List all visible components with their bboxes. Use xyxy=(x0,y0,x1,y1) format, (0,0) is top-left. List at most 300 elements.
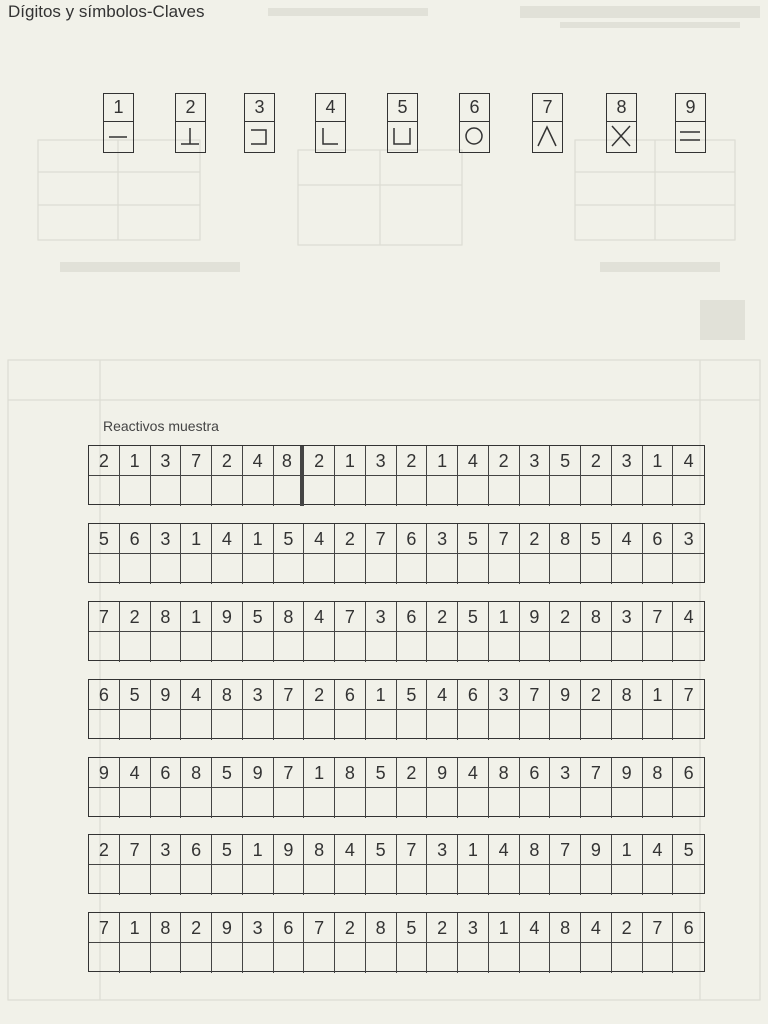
circle-icon xyxy=(460,122,488,152)
digit-cell: 7 xyxy=(181,446,212,476)
digit-cell: 5 xyxy=(274,524,305,554)
answer-box[interactable] xyxy=(243,476,274,506)
digit-cell: 9 xyxy=(243,758,274,788)
answer-box[interactable] xyxy=(335,476,366,506)
digit-cell: 6 xyxy=(397,524,428,554)
digit-cell: 3 xyxy=(520,446,551,476)
digit-cell: 8 xyxy=(366,913,397,943)
answer-box[interactable] xyxy=(151,710,182,740)
digit-cell: 4 xyxy=(212,524,243,554)
answer-box[interactable] xyxy=(397,943,428,973)
digit-cell: 7 xyxy=(274,680,305,710)
answer-box[interactable] xyxy=(181,788,212,818)
digit-cell: 1 xyxy=(181,524,212,554)
digit-cell: 9 xyxy=(581,835,612,865)
digit-cell: 8 xyxy=(550,524,581,554)
key-digit: 8 xyxy=(607,94,636,122)
digit-cell: 5 xyxy=(458,602,489,632)
digit-cell: 5 xyxy=(397,913,428,943)
digit-cell: 5 xyxy=(212,758,243,788)
answer-box[interactable] xyxy=(243,554,274,584)
digit-cell: 3 xyxy=(489,680,520,710)
answer-box[interactable] xyxy=(212,788,243,818)
digit-cell: 3 xyxy=(366,602,397,632)
digit-cell: 6 xyxy=(89,680,120,710)
digit-cell: 2 xyxy=(427,602,458,632)
equals-icon xyxy=(676,122,704,152)
digit-cell: 4 xyxy=(458,758,489,788)
answer-row-4 xyxy=(88,679,705,739)
digit-cell: 5 xyxy=(366,835,397,865)
answer-box[interactable] xyxy=(489,943,520,973)
digit-cell: 1 xyxy=(643,680,674,710)
answer-box[interactable] xyxy=(427,710,458,740)
key-box-7 xyxy=(532,93,563,153)
answer-box[interactable] xyxy=(181,943,212,973)
digit-cell: 1 xyxy=(120,913,151,943)
answer-box[interactable] xyxy=(212,710,243,740)
answer-box[interactable] xyxy=(366,632,397,662)
digit-cell: 6 xyxy=(274,913,305,943)
answer-box[interactable] xyxy=(304,865,335,895)
digit-cell: 7 xyxy=(643,913,674,943)
answer-box[interactable] xyxy=(120,476,151,506)
digit-cell: 5 xyxy=(550,446,581,476)
digit-cell: 3 xyxy=(427,524,458,554)
answer-box[interactable] xyxy=(673,788,704,818)
answer-box[interactable] xyxy=(243,788,274,818)
caret-icon xyxy=(533,122,561,152)
answer-box[interactable] xyxy=(89,710,120,740)
digit-cell: 2 xyxy=(520,524,551,554)
sample-items-label: Reactivos muestra xyxy=(103,418,219,434)
answer-box[interactable] xyxy=(673,632,704,662)
answer-box[interactable] xyxy=(212,554,243,584)
digit-cell: 4 xyxy=(673,602,704,632)
digit-cell: 2 xyxy=(489,446,520,476)
digit-cell: 9 xyxy=(212,913,243,943)
answer-box[interactable] xyxy=(335,554,366,584)
answer-box[interactable] xyxy=(673,943,704,973)
answer-box[interactable] xyxy=(243,632,274,662)
answer-box[interactable] xyxy=(458,788,489,818)
answer-box[interactable] xyxy=(120,554,151,584)
digit-cell: 2 xyxy=(89,835,120,865)
digit-cell: 1 xyxy=(612,835,643,865)
digit-cell: 5 xyxy=(89,524,120,554)
digit-cell: 2 xyxy=(304,446,335,476)
digit-cell: 7 xyxy=(673,680,704,710)
digit-cell: 3 xyxy=(243,913,274,943)
digit-cell: 8 xyxy=(212,680,243,710)
digit-cell: 9 xyxy=(212,602,243,632)
digit-cell: 1 xyxy=(489,602,520,632)
digit-cell: 4 xyxy=(243,446,274,476)
answer-box[interactable] xyxy=(89,632,120,662)
digit-cell: 3 xyxy=(427,835,458,865)
digit-cell: 7 xyxy=(397,835,428,865)
digit-cell: 2 xyxy=(120,602,151,632)
answer-box[interactable] xyxy=(489,554,520,584)
digit-cell: 1 xyxy=(243,524,274,554)
answer-box[interactable] xyxy=(520,788,551,818)
digit-cell: 3 xyxy=(673,524,704,554)
answer-box[interactable] xyxy=(612,943,643,973)
key-box-8 xyxy=(606,93,637,153)
answer-box[interactable] xyxy=(397,554,428,584)
digit-cell: 8 xyxy=(274,602,305,632)
digit-cell: 3 xyxy=(612,602,643,632)
answer-box[interactable] xyxy=(612,788,643,818)
answer-box[interactable] xyxy=(397,710,428,740)
digit-cell: 5 xyxy=(673,835,704,865)
answer-box[interactable] xyxy=(489,710,520,740)
digit-cell: 7 xyxy=(489,524,520,554)
answer-box[interactable] xyxy=(212,865,243,895)
key-digit: 7 xyxy=(533,94,562,122)
answer-box[interactable] xyxy=(243,710,274,740)
answer-row-2 xyxy=(88,523,705,583)
digit-cell: 6 xyxy=(181,835,212,865)
answer-box[interactable] xyxy=(335,710,366,740)
answer-box[interactable] xyxy=(427,943,458,973)
answer-box[interactable] xyxy=(151,943,182,973)
digit-cell: 3 xyxy=(550,758,581,788)
key-box-5 xyxy=(387,93,418,153)
answer-box[interactable] xyxy=(335,943,366,973)
bracket-open-right-icon xyxy=(245,122,273,152)
digit-cell: 2 xyxy=(397,758,428,788)
digit-cell: 9 xyxy=(550,680,581,710)
answer-box[interactable] xyxy=(612,865,643,895)
answer-box[interactable] xyxy=(581,632,612,662)
inverted-t-icon xyxy=(176,122,204,152)
digit-cell: 8 xyxy=(643,758,674,788)
digit-cell: 8 xyxy=(274,446,305,476)
answer-box[interactable] xyxy=(89,865,120,895)
answer-box[interactable] xyxy=(612,554,643,584)
answer-box[interactable] xyxy=(120,943,151,973)
digit-cell: 4 xyxy=(673,446,704,476)
digit-cell: 9 xyxy=(89,758,120,788)
digit-cell: 2 xyxy=(335,524,366,554)
answer-box[interactable] xyxy=(304,632,335,662)
answer-box[interactable] xyxy=(427,788,458,818)
digit-cell: 1 xyxy=(181,602,212,632)
answer-box[interactable] xyxy=(120,865,151,895)
answer-box[interactable] xyxy=(120,710,151,740)
digit-cell: 5 xyxy=(397,680,428,710)
digit-cell: 7 xyxy=(550,835,581,865)
answer-box[interactable] xyxy=(151,865,182,895)
answer-box[interactable] xyxy=(120,632,151,662)
digit-cell: 8 xyxy=(612,680,643,710)
answer-box[interactable] xyxy=(151,632,182,662)
digit-cell: 4 xyxy=(304,602,335,632)
digit-cell: 4 xyxy=(304,524,335,554)
answer-box[interactable] xyxy=(427,632,458,662)
answer-box[interactable] xyxy=(243,865,274,895)
answer-box[interactable] xyxy=(304,710,335,740)
key-digit: 9 xyxy=(676,94,705,122)
answer-box[interactable] xyxy=(673,476,704,506)
answer-box[interactable] xyxy=(427,865,458,895)
digit-cell: 1 xyxy=(427,446,458,476)
digit-cell: 1 xyxy=(643,446,674,476)
answer-box[interactable] xyxy=(612,710,643,740)
digit-cell: 2 xyxy=(612,913,643,943)
key-box-2 xyxy=(175,93,206,153)
page-title: Dígitos y símbolos-Claves xyxy=(8,2,205,21)
answer-box[interactable] xyxy=(181,710,212,740)
answer-box[interactable] xyxy=(366,710,397,740)
answer-box[interactable] xyxy=(550,788,581,818)
answer-box[interactable] xyxy=(274,943,305,973)
digit-cell: 3 xyxy=(458,913,489,943)
answer-box[interactable] xyxy=(212,632,243,662)
answer-box[interactable] xyxy=(304,554,335,584)
answer-box[interactable] xyxy=(181,632,212,662)
digit-cell: 5 xyxy=(243,602,274,632)
answer-box[interactable] xyxy=(520,710,551,740)
key-digit: 4 xyxy=(316,94,345,122)
digit-cell: 1 xyxy=(304,758,335,788)
answer-box[interactable] xyxy=(397,788,428,818)
u-shape-icon xyxy=(388,122,416,152)
digit-cell: 4 xyxy=(181,680,212,710)
answer-box[interactable] xyxy=(550,865,581,895)
digit-cell: 2 xyxy=(181,913,212,943)
answer-box[interactable] xyxy=(520,632,551,662)
digit-cell: 4 xyxy=(120,758,151,788)
answer-box[interactable] xyxy=(550,554,581,584)
answer-box[interactable] xyxy=(489,788,520,818)
digit-cell: 3 xyxy=(151,835,182,865)
digit-cell: 2 xyxy=(304,680,335,710)
digit-cell: 8 xyxy=(181,758,212,788)
digit-cell: 9 xyxy=(612,758,643,788)
digit-cell: 7 xyxy=(581,758,612,788)
digit-cell: 1 xyxy=(458,835,489,865)
answer-box[interactable] xyxy=(581,476,612,506)
answer-box[interactable] xyxy=(243,943,274,973)
digit-cell: 1 xyxy=(366,680,397,710)
answer-box[interactable] xyxy=(550,943,581,973)
answer-box[interactable] xyxy=(458,865,489,895)
key-digit: 1 xyxy=(104,94,133,122)
answer-box[interactable] xyxy=(397,476,428,506)
answer-box[interactable] xyxy=(151,476,182,506)
digit-cell: 6 xyxy=(397,602,428,632)
digit-cell: 6 xyxy=(151,758,182,788)
answer-box[interactable] xyxy=(89,554,120,584)
digit-cell: 4 xyxy=(520,913,551,943)
digit-cell: 4 xyxy=(427,680,458,710)
digit-cell: 6 xyxy=(520,758,551,788)
answer-box[interactable] xyxy=(274,554,305,584)
answer-box[interactable] xyxy=(366,865,397,895)
digit-cell: 1 xyxy=(120,446,151,476)
answer-box[interactable] xyxy=(427,476,458,506)
answer-box[interactable] xyxy=(458,476,489,506)
answer-box[interactable] xyxy=(335,865,366,895)
answer-box[interactable] xyxy=(581,710,612,740)
answer-box[interactable] xyxy=(304,788,335,818)
answer-box[interactable] xyxy=(643,943,674,973)
answer-row-5 xyxy=(88,757,705,817)
key-digit: 6 xyxy=(460,94,489,122)
answer-box[interactable] xyxy=(612,632,643,662)
answer-box[interactable] xyxy=(427,554,458,584)
digit-cell: 5 xyxy=(581,524,612,554)
answer-box[interactable] xyxy=(304,476,335,506)
digit-cell: 8 xyxy=(335,758,366,788)
x-icon xyxy=(607,122,635,152)
digit-cell: 7 xyxy=(304,913,335,943)
key-box-6 xyxy=(459,93,490,153)
digit-cell: 8 xyxy=(151,913,182,943)
answer-box[interactable] xyxy=(520,943,551,973)
digit-cell: 8 xyxy=(550,913,581,943)
answer-box[interactable] xyxy=(673,710,704,740)
answer-box[interactable] xyxy=(89,788,120,818)
digit-cell: 3 xyxy=(151,524,182,554)
answer-box[interactable] xyxy=(458,632,489,662)
digit-cell: 7 xyxy=(643,602,674,632)
answer-box[interactable] xyxy=(550,632,581,662)
digit-cell: 3 xyxy=(366,446,397,476)
answer-box[interactable] xyxy=(643,710,674,740)
answer-box[interactable] xyxy=(643,632,674,662)
answer-box[interactable] xyxy=(643,788,674,818)
dash-icon xyxy=(104,122,132,152)
digit-cell: 9 xyxy=(151,680,182,710)
answer-box[interactable] xyxy=(489,865,520,895)
digit-cell: 3 xyxy=(243,680,274,710)
digit-cell: 9 xyxy=(427,758,458,788)
answer-box[interactable] xyxy=(581,943,612,973)
answer-row-1 xyxy=(88,445,705,505)
answer-box[interactable] xyxy=(274,865,305,895)
answer-box[interactable] xyxy=(335,632,366,662)
digit-cell: 5 xyxy=(366,758,397,788)
answer-box[interactable] xyxy=(274,632,305,662)
digit-cell: 2 xyxy=(550,602,581,632)
digit-cell: 2 xyxy=(581,680,612,710)
digit-cell: 6 xyxy=(673,758,704,788)
answer-box[interactable] xyxy=(550,476,581,506)
key-digit: 3 xyxy=(245,94,274,122)
answer-box[interactable] xyxy=(212,943,243,973)
answer-box[interactable] xyxy=(181,554,212,584)
digit-cell: 6 xyxy=(120,524,151,554)
answer-box[interactable] xyxy=(366,476,397,506)
answer-box[interactable] xyxy=(643,476,674,506)
answer-box[interactable] xyxy=(673,554,704,584)
answer-row-7 xyxy=(88,912,705,972)
digit-cell: 9 xyxy=(274,835,305,865)
answer-box[interactable] xyxy=(181,865,212,895)
digit-cell: 5 xyxy=(212,835,243,865)
answer-box[interactable] xyxy=(643,865,674,895)
answer-box[interactable] xyxy=(151,788,182,818)
digit-cell: 8 xyxy=(520,835,551,865)
answer-box[interactable] xyxy=(304,943,335,973)
digit-cell: 2 xyxy=(89,446,120,476)
answer-box[interactable] xyxy=(520,865,551,895)
answer-box[interactable] xyxy=(335,788,366,818)
digit-cell: 7 xyxy=(89,913,120,943)
answer-box[interactable] xyxy=(89,943,120,973)
digit-cell: 8 xyxy=(489,758,520,788)
l-shape-icon xyxy=(316,122,344,152)
digit-cell: 5 xyxy=(120,680,151,710)
answer-box[interactable] xyxy=(458,710,489,740)
digit-cell: 2 xyxy=(397,446,428,476)
answer-box[interactable] xyxy=(550,710,581,740)
answer-box[interactable] xyxy=(89,476,120,506)
answer-box[interactable] xyxy=(274,476,305,506)
digit-cell: 3 xyxy=(151,446,182,476)
answer-box[interactable] xyxy=(274,788,305,818)
digit-cell: 2 xyxy=(335,913,366,943)
digit-cell: 4 xyxy=(489,835,520,865)
answer-box[interactable] xyxy=(520,554,551,584)
answer-box[interactable] xyxy=(458,554,489,584)
key-box-4 xyxy=(315,93,346,153)
answer-box[interactable] xyxy=(673,865,704,895)
digit-cell: 3 xyxy=(612,446,643,476)
answer-box[interactable] xyxy=(612,476,643,506)
digit-cell: 6 xyxy=(643,524,674,554)
digit-cell: 9 xyxy=(520,602,551,632)
digit-cell: 1 xyxy=(489,913,520,943)
digit-cell: 2 xyxy=(427,913,458,943)
answer-row-3 xyxy=(88,601,705,661)
answer-box[interactable] xyxy=(212,476,243,506)
answer-box[interactable] xyxy=(366,943,397,973)
digit-cell: 4 xyxy=(612,524,643,554)
digit-cell: 4 xyxy=(581,913,612,943)
answer-box[interactable] xyxy=(489,632,520,662)
digit-cell: 1 xyxy=(335,446,366,476)
digit-cell: 4 xyxy=(335,835,366,865)
answer-box[interactable] xyxy=(397,632,428,662)
answer-box[interactable] xyxy=(581,865,612,895)
answer-box[interactable] xyxy=(120,788,151,818)
answer-box[interactable] xyxy=(397,865,428,895)
digit-cell: 5 xyxy=(458,524,489,554)
digit-cell: 2 xyxy=(581,446,612,476)
answer-box[interactable] xyxy=(366,788,397,818)
answer-box[interactable] xyxy=(581,788,612,818)
digit-cell: 6 xyxy=(458,680,489,710)
digit-cell: 7 xyxy=(335,602,366,632)
digit-cell: 6 xyxy=(673,913,704,943)
answer-box[interactable] xyxy=(181,476,212,506)
answer-box[interactable] xyxy=(643,554,674,584)
answer-box[interactable] xyxy=(520,476,551,506)
digit-cell: 8 xyxy=(151,602,182,632)
digit-cell: 2 xyxy=(212,446,243,476)
digit-cell: 6 xyxy=(335,680,366,710)
answer-box[interactable] xyxy=(274,710,305,740)
answer-box[interactable] xyxy=(581,554,612,584)
answer-box[interactable] xyxy=(151,554,182,584)
answer-box[interactable] xyxy=(458,943,489,973)
answer-box[interactable] xyxy=(489,476,520,506)
answer-box[interactable] xyxy=(366,554,397,584)
